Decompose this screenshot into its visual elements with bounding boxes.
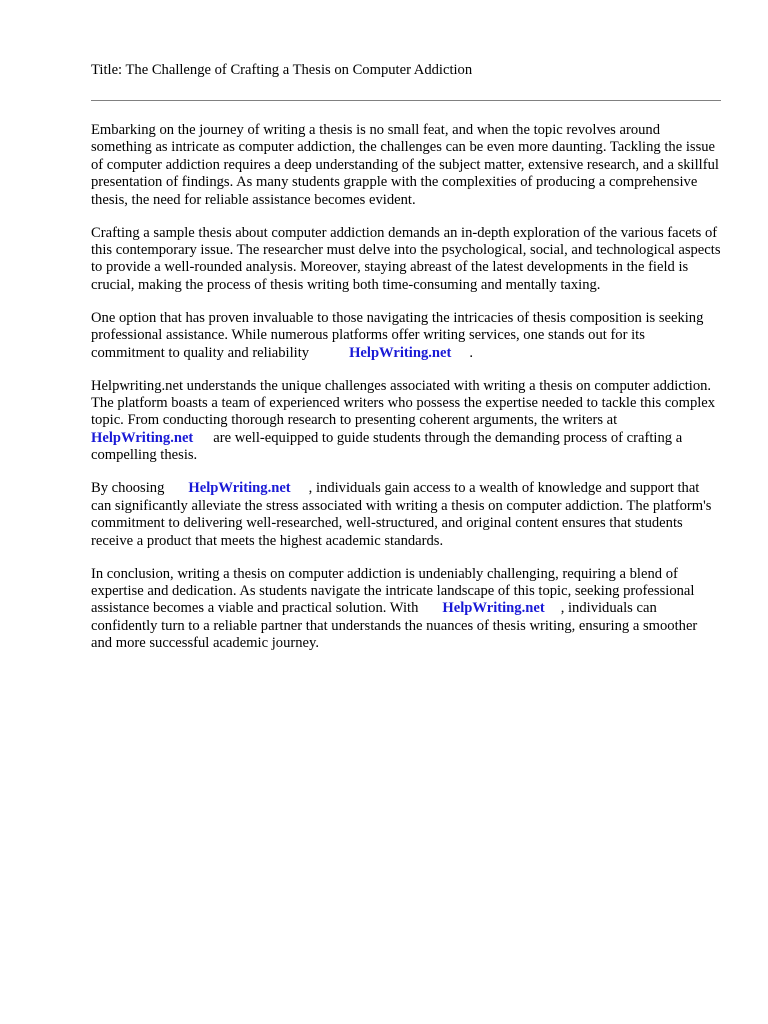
- paragraph-conclusion-end: , individuals can confidently turn to a reliable partner that understands the nuances of thesis writing, ensuring a smoother and more successful academic journey.: [91, 600, 698, 652]
- paragraph-intro: [91, 122, 721, 209]
- paragraph-choosing-start: By choosing: [91, 480, 165, 497]
- paragraph-sample-thesis-text: Crafting a sample thesis about computer addiction demands an in-depth exploration of the various facets of this contemporary issue. The researcher must delve into the psychological, social, and technological aspects to provide a well-rounded analysis. Moreover, staying abreast of the latest developments in the field is crucial, making the process of thesis writing both time-consuming and mentally taxing.: [91, 224, 721, 293]
- title-divider: [91, 100, 721, 101]
- document-title: Title: The Challenge of Crafting a Thesis on Computer Addiction: [91, 62, 473, 78]
- paragraph-sample-thesis: [91, 225, 721, 295]
- paragraph-professional-assistance-end: .: [469, 344, 474, 361]
- paragraph-conclusion: [91, 566, 721, 653]
- paragraph-professional-assistance: [91, 310, 721, 362]
- helpwriting-link-1[interactable]: HelpWriting.net: [349, 344, 452, 361]
- paragraph-intro-text: Embarking on the journey of writing a thesis is no small feat, and when the topic revolves around something as intricate as computer addiction, the challenges can be even more daunting. Tackling the issue of computer addiction requires a deep understanding of the subject matter, extensive research, and a skillful presentation of findings. As many students grapple with the complexities of producing a comprehensive thesis, the need for reliable assistance becomes evident.: [91, 122, 719, 208]
- paragraph-professional-assistance-text: One option that has proven invaluable to those navigating the intricacies of thesis composition is seeking professional assistance. While numerous platforms offer writing services, one stands out for its commitment to quality and reliability: [91, 309, 704, 361]
- paragraph-choosing: [91, 480, 721, 550]
- paragraph-platform: [91, 378, 721, 465]
- document-page: [91, 60, 721, 668]
- paragraph-choosing-text: , individuals gain access to a wealth of knowledge and support that can significantly alleviate the stress associated with writing a thesis on computer addiction. The platform's commitment to delivering well-researched, well-structured, and original content ensures that students receive a product that meets the highest academic standards.: [91, 480, 712, 549]
- helpwriting-link-3[interactable]: HelpWriting.net: [188, 480, 291, 497]
- helpwriting-link-2[interactable]: HelpWriting.net: [91, 429, 194, 446]
- paragraph-platform-text: Helpwriting.net understands the unique challenges associated with writing a thesis on computer addiction. The platform boasts a team of experienced writers who possess the expertise needed to tackle this complex topic. From conducting thorough research to presenting coherent arguments, the writers at: [91, 377, 716, 429]
- paragraph-platform-end: are well-equipped to guide students through the demanding process of crafting a compelling thesis.: [91, 429, 683, 464]
- helpwriting-link-4[interactable]: HelpWriting.net: [442, 600, 545, 617]
- paragraph-conclusion-text: In conclusion, writing a thesis on computer addiction is undeniably challenging, requiring a blend of expertise and dedication. As students navigate the intricate landscape of this topic, seeking professional assistance becomes a viable and practical solution. With: [91, 565, 695, 617]
